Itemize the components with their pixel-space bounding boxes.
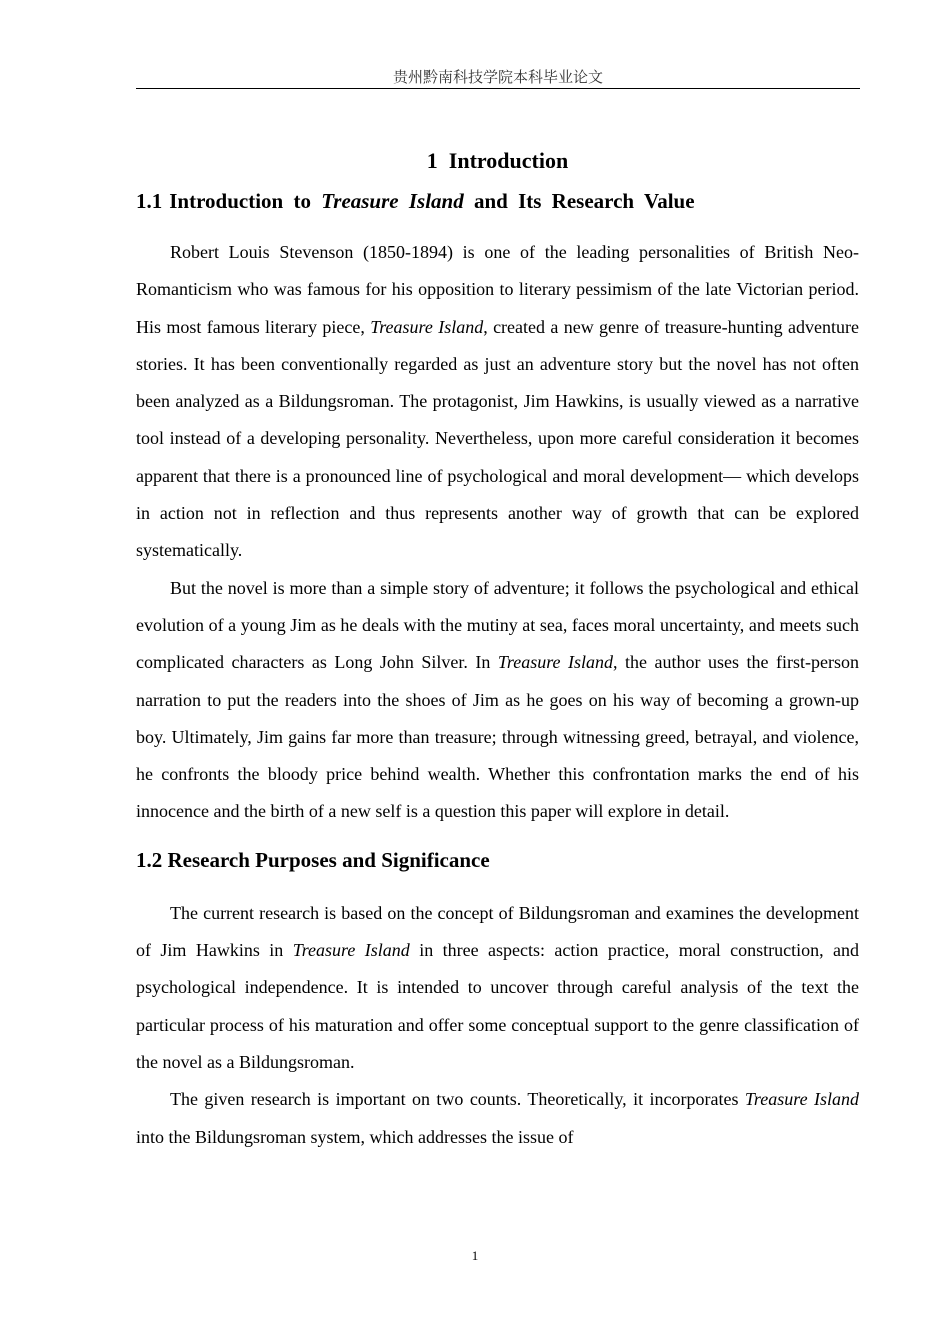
- section-heading-1-1: [136, 180, 859, 222]
- section-title-part: and Its Research Value: [473, 189, 695, 213]
- paragraph-text: The current research is based on the concept of Bildungsroman and examines the development of Jim Hawkins in: [136, 902, 859, 961]
- book-title: Treasure Island: [497, 652, 614, 673]
- paragraph: [136, 1081, 859, 1156]
- paragraph: [136, 895, 859, 1081]
- section-heading-1-2: [136, 839, 859, 883]
- paragraph-text: Robert Louis Stevenson (1850-1894) is one of the leading personalities of British Neo-Romanticism who was famous for his opposition to literary pessimism of the late Victorian period. His most famous literary piece,: [136, 242, 859, 337]
- paragraph: [136, 234, 859, 570]
- section-number: 1.1: [136, 189, 163, 213]
- document-body: [136, 142, 859, 1156]
- book-title: Treasure Island: [744, 1089, 859, 1110]
- paragraph: [136, 570, 859, 831]
- section-title: Research Purposes and Significance: [167, 847, 490, 872]
- book-title: Treasure Island: [292, 940, 410, 961]
- header-rule: [136, 88, 860, 89]
- book-title: Treasure Island: [370, 316, 484, 337]
- paragraph-text: , the author uses the first-person narration to put the readers into the shoes of Jim as he goes on his way of becoming a grown-up boy. Ultimately, Jim gains far more than treasure; through witnessing greed, betrayal, and violence, he confronts the bloody price behind wealth. Whether this confrontation marks the end of his innocence and the birth of a new self is a question this paper will explore in detail.: [136, 652, 859, 822]
- paragraph-text: in three aspects: action practice, moral construction, and psychological independence. It is intended to uncover through careful analysis of the text the particular process of his maturation and offer some conceptual support to the genre classification of the novel as a Bildungsroman.: [136, 940, 860, 1072]
- section-title-part: Introduction to: [169, 189, 311, 213]
- chapter-number: 1: [426, 148, 438, 173]
- running-header: 贵州黔南科技学院本科毕业论文: [392, 68, 603, 86]
- paragraph-text: But the novel is more than a simple story of adventure; it follows the psychological and ethical evolution of a young Jim as he deals with the mutiny at sea, faces moral uncertainty, and meets such complicated characters as Long John Silver. In: [136, 577, 859, 673]
- chapter-heading: [136, 142, 859, 180]
- page-number: 1: [471, 1248, 479, 1263]
- paragraph-text: into the Bildungsroman system, which addresses the issue of: [136, 1126, 574, 1147]
- paragraph-text: The given research is important on two counts. Theoretically, it incorporates: [170, 1089, 745, 1110]
- section-number: 1.2: [136, 847, 163, 872]
- chapter-title: Introduction: [448, 148, 569, 173]
- section-title-italic: Treasure Island: [321, 189, 464, 213]
- paragraph-text: , created a new genre of treasure-hunting adventure stories. It has been conventionally regarded as just an adventure story but the novel has not often been analyzed as a Bildungsroman. The protagonist, Jim Hawkins, is usually viewed as a narrative tool instead of a developing personality. Nevertheless, upon more careful consideration it becomes apparent that there is a pronounced line of psychological and moral development— which develops in action not in reflection and thus represents another way of growth that can be explored systematically.: [136, 316, 859, 561]
